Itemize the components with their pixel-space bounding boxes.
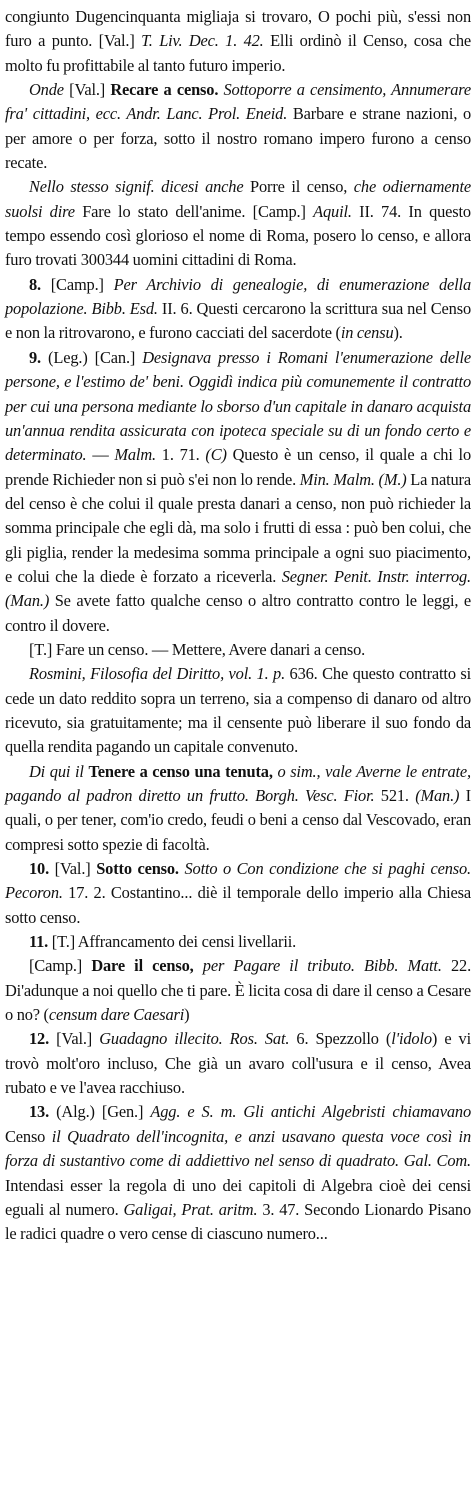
text-run: La natura del censo è che colui il quale presta danari a censo, non può richieder la somma principale che egli dà, ma solo i frutti di essa : può ben colui, che gli piglia, render la medesima somma principale a ogni suo piacimento, e colui che la diede è forzato a riceverla. <box>5 469 471 586</box>
text-run: Intendasi esser la regola di uno dei capitoli di Algebra cioè dei censi eguali al numero. <box>5 1175 471 1219</box>
text-run: T. Liv. Dec. 1. 42. <box>141 31 264 51</box>
text-run: Designava presso i Romani l'enumerazione delle persone, e l'estimo de' beni. Oggidì indica più comunemente il contratto per cui una persona mediante lo sborso d'un capitale in danaro acquista un'annua rendita assicurata con ipoteca speciale su di un fondo certo e determinato. <box>5 347 471 465</box>
text-run: [Val.] <box>49 859 97 879</box>
text-run: 636. Che questo contratto si cede un dato reddito sopra un terreno, sia a compenso di danaro od altro ricevuto, sia gratuitamente; ma il censente può liberare il suo fondo da quella rendita pagando un capitale convenuto. <box>5 664 471 757</box>
text-run: [Val.] <box>49 1029 100 1049</box>
text-run: Galigai, Prat. aritm. <box>123 1199 258 1219</box>
para-rosmini <box>5 662 471 759</box>
para-12 <box>5 1027 471 1100</box>
text-run: [T.] Fare un censo. — Mettere, Avere danari a censo. <box>29 639 366 659</box>
para-9 <box>5 346 471 638</box>
text-run: Tenere a censo una tenuta, <box>88 761 273 781</box>
para-8 <box>5 273 471 346</box>
text-run: (Leg.) [Can.] <box>41 347 143 367</box>
text-run: 9. <box>29 347 41 367</box>
text-run: Censo <box>5 1126 52 1146</box>
text-run: 13. <box>29 1102 50 1122</box>
text-run: [Val.] <box>63 80 111 100</box>
text-run: Nello stesso signif. dicesi anche <box>29 177 244 197</box>
text-run: Barbare e strane nazioni, o per amore o per forza, sotto il nostro romano impero furono a censo recate. <box>5 104 472 173</box>
text-run: o sim., vale Averne le entrate, pagando al padron diretto un frutto. Borgh. Vesc. Fior. <box>5 761 471 805</box>
text-run: 17. 2. Costantino... diè il temporale dello imperio alla Chiesa sotto censo. <box>5 883 471 927</box>
text-run: Sottoporre a censimento, Annumerare fra' cittadini, ecc. Andr. Lanc. Prol. Eneid. <box>5 80 471 124</box>
text-run: Fare lo stato dell'anime. [Camp.] <box>74 201 314 221</box>
text-run: Questo è un censo, il quale a chi lo prende Richieder non si può s'ei non lo rende. <box>5 445 471 489</box>
text-run: ) <box>184 1005 190 1025</box>
text-run: (Alg.) [Gen.] <box>49 1102 151 1122</box>
para-dare-censo <box>5 954 471 1027</box>
text-run: Agg. e S. m. Gli antichi Algebristi chiamavano <box>150 1102 471 1122</box>
text-run: (Man.) <box>415 786 460 805</box>
text-run: ) e vi trovò molt'oro incluso, Che già un avaro coll'usura e il censo, Avea rubato e ve l'avea racchiuso. <box>5 1029 471 1098</box>
text-run: Recare a censo. <box>110 80 219 100</box>
text-run: Aquil. <box>313 201 352 221</box>
text-run: 3. 47. Secondo Lionardo Pisano le radici quadre o vero cense di ciascuno numero... <box>5 1199 471 1244</box>
text-run: censum dare Caesari <box>48 1005 185 1025</box>
para-stesso-signif <box>5 175 471 272</box>
para-11 <box>5 930 471 954</box>
text-run: (C) <box>205 445 227 465</box>
text-run: congiunto Dugencinquanta migliaja si trovaro, O pochi più, s'essi non furo a punto. [Val.] <box>5 7 471 51</box>
para-prev-continued <box>5 5 471 78</box>
text-run: [Camp.] <box>41 274 114 294</box>
text-run: Rosmini, Filosofia del Diritto, vol. 1. p. <box>29 664 286 684</box>
text-run: Min. Malm. (M.) <box>299 469 407 489</box>
text-run: Sotto o Con condizione che si paghi censo. Pecoron. <box>5 859 471 903</box>
text-run: Porre il censo, <box>243 177 354 197</box>
text-run: Dare il censo, <box>91 956 194 976</box>
text-run: 10. <box>29 859 50 879</box>
text-run: Onde <box>29 80 64 100</box>
text-run: Segner. Penit. Instr. interrog. (Man.) <box>5 566 471 611</box>
para-13 <box>5 1100 471 1246</box>
text-run: 12. <box>29 1029 50 1049</box>
text-run: l'idolo <box>391 1029 432 1049</box>
para-10 <box>5 857 471 930</box>
text-run: II. 74. In questo tempo essendo così glorioso el nome di Roma, posero lo censo, e allora furo trovati 300344 uomini cittadini di Roma. <box>5 201 471 270</box>
text-run: che odiernamente suolsi dire <box>5 177 471 221</box>
para-di-qui <box>5 760 471 857</box>
text-run: Di qui il <box>29 761 84 781</box>
para-onde <box>5 78 471 175</box>
para-fare-censo <box>5 638 471 662</box>
text-run: per Pagare il tributo. Bibb. Matt. <box>193 956 442 976</box>
text-run: Sotto censo. <box>96 859 179 879</box>
text-run: Malm. <box>114 445 156 465</box>
text-run: 521. <box>374 786 416 805</box>
text-run: [T.] Affrancamento dei censi livellarii. <box>48 932 297 952</box>
dictionary-page <box>5 5 471 1247</box>
text-run: Guadagno illecito. Ros. Sat. <box>99 1029 290 1049</box>
text-run: in censu <box>340 323 394 343</box>
text-run: 22. Di'adunque a noi quello che ti pare. È licita cosa di dare il censo a Cesare o no? ( <box>5 956 472 1025</box>
text-run: 1. 71. <box>155 445 206 465</box>
text-run: I quali, o per tener, com'io credo, feudi o beni a censo dal Vescovado, eran compresi sotto spezie di facoltà. <box>5 786 471 854</box>
text-run: II. 6. Questi cercarono la scrittura sua nel Censo e non la ritrovarono, e furono cacciati del sacerdote ( <box>5 299 471 343</box>
text-run: — <box>86 445 115 465</box>
text-run: Per Archivio di genealogie, di enumerazione della popolazione. Bibb. Esd. <box>5 274 471 319</box>
text-run: 6. Spezzollo ( <box>289 1029 392 1049</box>
text-run: [Camp.] <box>29 956 92 976</box>
text-run: 11. <box>29 932 49 952</box>
text-run: ). <box>393 323 403 343</box>
text-run: il Quadrato dell'incognita, e anzi usavano questa voce così in forza di sustantivo come di addiettivo nel senso di quadrato. Gal. Com. <box>5 1126 472 1171</box>
text-run: 8. <box>29 274 41 294</box>
text-run: Se avete fatto qualche censo o altro contratto contro le leggi, e contro il dovere. <box>5 591 471 635</box>
text-run: Elli ordinò il Censo, cosa che molto fu profittabile al tanto futuro imperio. <box>5 31 472 75</box>
